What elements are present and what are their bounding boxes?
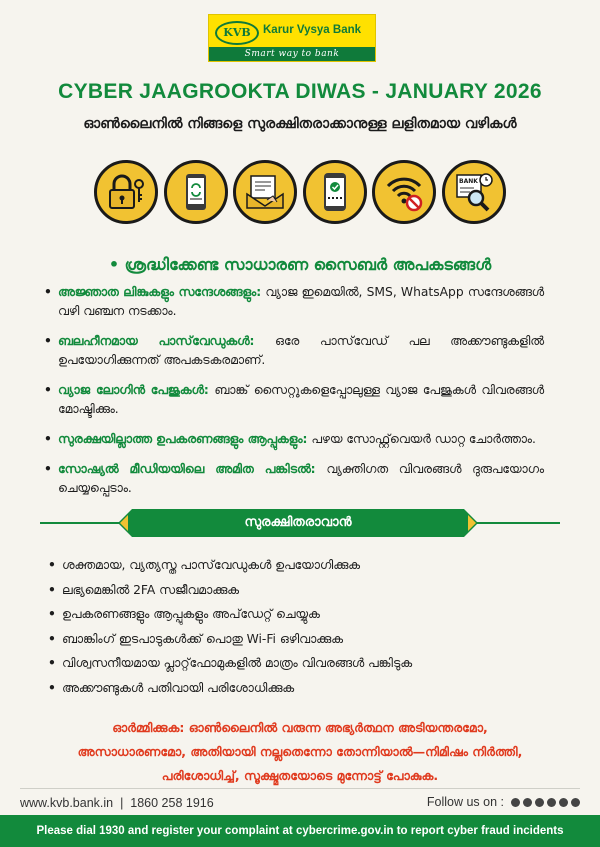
phone-otp-icon: [303, 160, 367, 224]
risk-label: സോഷ്യൽ മീഡിയയിലെ അമിത പങ്കിടൽ:: [58, 462, 316, 476]
tips-list: [48, 556, 558, 703]
reminder-line: ഓർമ്മിക്കുക: ഓൺലൈനിൽ വരുന്ന അഭ്യർത്ഥന അടിയന്തരമോ,: [112, 720, 488, 735]
list-item: [44, 460, 544, 498]
list-item: • ലഭ്യമെങ്കിൽ 2FA സജീവമാക്കുക: [48, 581, 558, 606]
risks-heading: • ശ്രദ്ധിക്കേണ്ട സാധാരണ സൈബർ അപകടങ്ങൾ: [108, 255, 492, 274]
twitter-icon[interactable]: [523, 798, 532, 807]
kvb-logo: [208, 14, 376, 62]
list-item: [44, 430, 544, 449]
reminder-line: അസാധാരണമോ, അതിയായി നല്ലതെന്നോ തോന്നിയാൽ—നിമിഷം നിർത്തി,: [77, 744, 523, 759]
follow-us: [427, 795, 580, 809]
social-icons: [508, 798, 580, 807]
logo-mark: KVB: [215, 21, 259, 45]
banner-rule-left: [40, 522, 122, 524]
facebook-icon[interactable]: [511, 798, 520, 807]
risk-text: പഴയ സോഫ്റ്റ്‌വെയർ ഡാറ്റ ചോർത്താം.: [307, 432, 536, 446]
page-title: CYBER JAAGROOKTA DIWAS - JANUARY 2026: [58, 80, 542, 103]
risk-label: അജ്ഞാത ലിങ്കുകളും സന്ദേശങ്ങളും:: [58, 285, 262, 299]
reminder-line: പരിശോധിച്ച്, സൂക്ഷ്മതയോടെ മുന്നോട്ട് പോകുക.: [161, 768, 439, 783]
phishing-envelope-icon: [233, 160, 297, 224]
risk-text: വ്യാജ ഇമെയിൽ, SMS, WhatsApp സന്ദേശങ്ങൾ വഴി വഞ്ചന നടക്കാം.: [58, 285, 544, 318]
contact-info: [20, 796, 214, 810]
list-item: • വിശ്വസനീയമായ പ്ലാറ്റ്‌ഫോമുകളിൽ മാത്രം വിവരങ്ങൾ പങ്കിടുക: [48, 654, 558, 679]
instagram-icon[interactable]: [535, 798, 544, 807]
risk-text: വ്യക്തിഗത വിവരങ്ങൾ ദുരുപയോഗം ചെയ്യപ്പെടാം.: [58, 462, 544, 495]
footer-divider: [20, 788, 580, 789]
banner-rule-right: [474, 522, 560, 524]
list-item: • ഉപകരണങ്ങളും ആപ്പുകളും അപ്‌ഡേറ്റ് ചെയ്യുക: [48, 605, 558, 630]
list-item: • ബാങ്കിംഗ് ഇടപാടുകൾക്ക് പൊതു Wi-Fi ഒഴിവാക്കുക: [48, 630, 558, 655]
list-item: [44, 332, 544, 370]
svg-text:BANK: BANK: [458, 178, 478, 185]
safety-banner: [118, 509, 478, 537]
risks-list: [44, 283, 544, 509]
reminder-text: [40, 716, 560, 788]
blocked-wifi-icon: [372, 160, 436, 224]
website-link[interactable]: www.kvb.bank.in: [20, 796, 114, 810]
list-item: [44, 283, 544, 321]
other-icon[interactable]: [571, 798, 580, 807]
list-item: • അക്കൗണ്ടുകൾ പതിവായി പരിശോധിക്കുക: [48, 679, 558, 704]
follow-label: Follow us on :: [426, 795, 504, 809]
icon-row: [94, 160, 506, 230]
linkedin-icon[interactable]: [547, 798, 556, 807]
risk-label: വ്യാജ ലോഗിൻ പേജുകൾ:: [58, 383, 209, 397]
separator: |: [120, 796, 124, 810]
logo-tagline: Smart way to bank: [209, 47, 375, 61]
risk-label: സുരക്ഷയില്ലാത്ത ഉപകരണങ്ങളും ആപ്പുകളും:: [58, 432, 308, 446]
youtube-icon[interactable]: [559, 798, 568, 807]
risk-label: ബലഹീനമായ പാസ്‌വേഡുകൾ:: [58, 334, 255, 348]
list-item: • ശക്തമായ, വ്യത്യസ്ത പാസ്‌വേഡുകൾ ഉപയോഗിക്കുക: [48, 556, 558, 581]
list-item: [44, 381, 544, 419]
logo-name: Karur Vysya Bank: [263, 24, 362, 36]
risk-text: ബാങ്ക് സൈറ്റുകളെപ്പോലുള്ള വ്യാജ പേജുകൾ വിവരങ്ങൾ മോഷ്ടിക്കും.: [58, 383, 544, 416]
padlock-key-icon: [94, 160, 158, 224]
bank-inspection-icon: [442, 160, 506, 224]
report-banner: Please dial 1930 and register your complaint at cybercrime.gov.in to report cyber fraud incidents: [0, 815, 600, 847]
risk-text: ഒരേ പാസ്‌വേഡ് പല അക്കൗണ്ടുകളിൽ ഉപയോഗിക്കുന്നത് അപകടകരമാണ്.: [58, 334, 544, 367]
safety-heading: സുരക്ഷിതരാവാൻ: [244, 515, 352, 530]
phone-number: 1860 258 1916: [130, 796, 214, 810]
page-subtitle: ഓൺലൈനിൽ നിങ്ങളെ സുരക്ഷിതരാക്കാനുള്ള ലളിതമായ വഴികൾ: [83, 116, 517, 132]
phone-update-icon: [164, 160, 228, 224]
